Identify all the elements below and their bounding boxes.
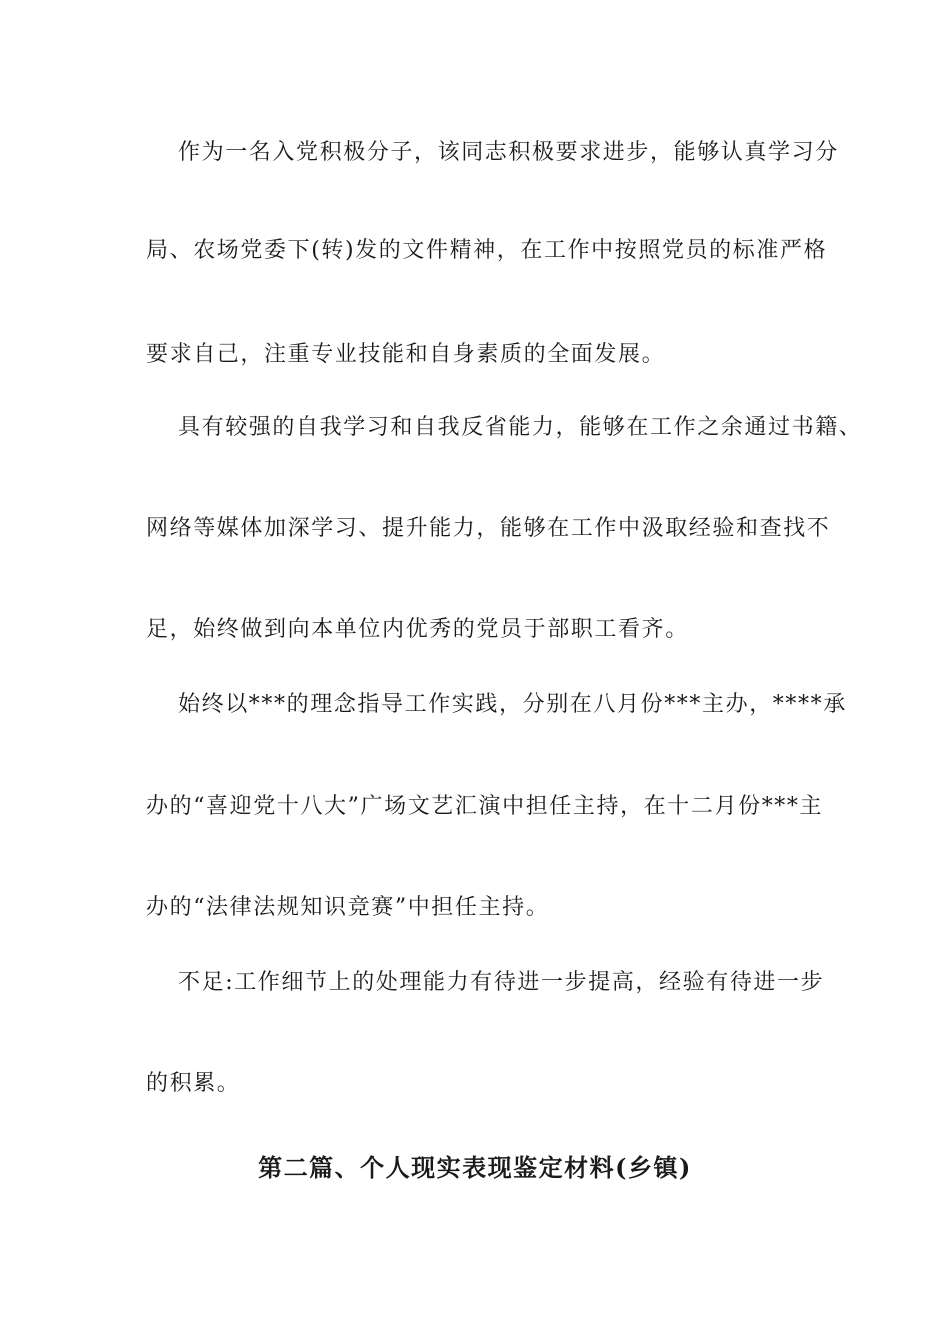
paragraph-1-line-1: 作为一名入党积极分子，该同志积极要求进步，能够认真学习分 [178,140,839,165]
paragraph-3-line-1: 始终以***的理念指导工作实践，分别在八月份***主办，****承 [178,692,847,717]
section-heading: 第二篇、个人现实表现鉴定材料(乡镇) [258,1153,692,1182]
paragraph-3-line-2: 办的“喜迎党十八大”广场文艺汇演中担任主持，在十二月份***主 [146,794,824,819]
paragraph-1-line-2: 局、农场党委下(转)发的文件精神，在工作中按照党员的标准严格 [146,238,828,263]
paragraph-4-line-2: 的积累。 [146,1071,241,1096]
paragraph-1-line-3: 要求自己，注重专业技能和自身素质的全面发展。 [146,342,666,367]
paragraph-2-line-2: 网络等媒体加深学习、提升能力，能够在工作中汲取经验和查找不 [146,516,831,541]
paragraph-3-line-3: 办的“法律法规知识竞赛”中担任主持。 [146,895,550,920]
paragraph-2-line-1: 具有较强的自我学习和自我反省能力，能够在工作之余通过书籍、 [178,415,863,440]
paragraph-4-line-1: 不足:工作细节上的处理能力有待进一步提高，经验有待进一步 [178,970,825,995]
paragraph-2-line-3: 足，始终做到向本单位内优秀的党员于部职工看齐。 [146,617,689,642]
